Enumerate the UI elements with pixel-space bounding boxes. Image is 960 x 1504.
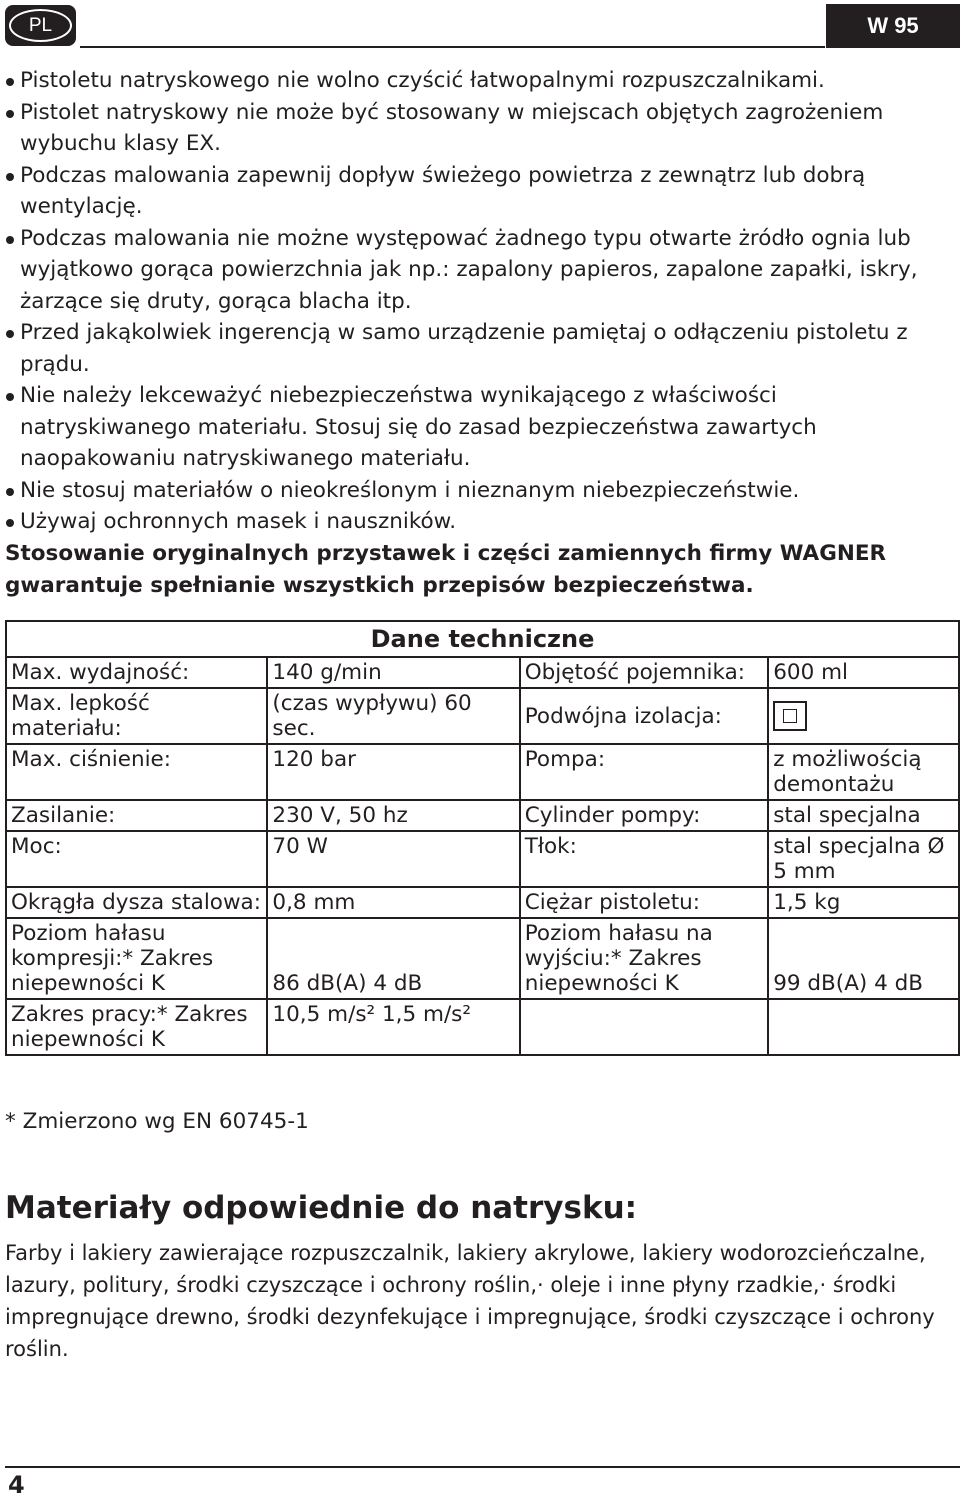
measurement-footnote: * Zmierzono wg EN 60745-1 [5, 1109, 309, 1134]
technical-data-table [5, 620, 960, 1056]
safety-bullet: Używaj ochronnych masek i nauszników. [4, 506, 944, 538]
double-insulation-cell [768, 688, 959, 744]
table-row [6, 918, 959, 999]
spec-value: 1,5 kg [768, 887, 959, 918]
footer-rule [5, 1466, 960, 1468]
language-code: PL [28, 15, 53, 36]
spec-value: 10,5 m/s² 1,5 m/s² [267, 999, 519, 1055]
spec-label: Poziom hałasu kompresji:* Zakres niepewności K [6, 918, 267, 999]
table-title-row [6, 621, 959, 657]
spec-value: (czas wypływu) 60 sec. [267, 688, 519, 744]
materials-heading: Materiały odpowiednie do natrysku: [5, 1190, 638, 1226]
spec-label: Tłok: [520, 831, 768, 887]
table-row [6, 657, 959, 688]
spec-value: 600 ml [768, 657, 959, 688]
safety-bullet: Podczas malowania nie możne występować żadnego typu otwarte żródło ognia lub wyjątkowo gorąca powierzchnia jak np.: zapalony papieros, zapalone zapałki, iskry, żarzące się druty, gorąca blacha itp. [4, 223, 944, 318]
spec-label: Zasilanie: [6, 800, 267, 831]
spec-label: Max. ciśnienie: [6, 744, 267, 800]
table-title: Dane techniczne [6, 621, 959, 657]
spec-label: Objętość pojemnika: [520, 657, 768, 688]
materials-paragraph: Farby i lakiery zawierające rozpuszczalnik, lakiery akrylowe, lakiery wodorozcieńczalne, lazury, politury, środki czyszczące i ochrony roślin,· oleje i inne płyny rzadkie,· środki impregnujące drewno, środki dezynfekujące i impregnujące, środki czyszczące i ochrony roślin. [5, 1241, 935, 1361]
page-number: 4 [8, 1471, 25, 1499]
wagner-parts-note: Stosowanie oryginalnych przystawek i części zamiennych firmy WAGNER gwarantuje spełnianie wszystkich przepisów bezpieczeństwa. [5, 541, 887, 598]
model-badge: W 95 [826, 4, 960, 48]
header-rule [80, 46, 825, 48]
table-row [6, 800, 959, 831]
spec-label [520, 999, 768, 1055]
spec-value: 99 dB(A) 4 dB [768, 918, 959, 999]
spec-value: 86 dB(A) 4 dB [267, 918, 519, 999]
table-row [6, 688, 959, 744]
table-row [6, 744, 959, 800]
spec-value [768, 999, 959, 1055]
language-badge [5, 5, 76, 46]
spec-value: 140 g/min [267, 657, 519, 688]
spec-label: Max. lepkość materiału: [6, 688, 267, 744]
safety-bullet: Podczas malowania zapewnij dopływ świeżego powietrza z zewnątrz lub dobrą wentylację. [4, 160, 944, 223]
spec-value: 70 W [267, 831, 519, 887]
spec-label: Pompa: [520, 744, 768, 800]
spec-value: 230 V, 50 hz [267, 800, 519, 831]
table-row [6, 831, 959, 887]
spec-value: 0,8 mm [267, 887, 519, 918]
spec-label: Zakres pracy:* Zakres niepewności K [6, 999, 267, 1055]
table-row [6, 887, 959, 918]
spec-label: Poziom hałasu na wyjściu:* Zakres niepewności K [520, 918, 768, 999]
safety-bullet-list [4, 65, 944, 538]
double-insulation-icon [773, 701, 807, 731]
spec-label: Moc: [6, 831, 267, 887]
spec-label: Ciężar pistoletu: [520, 887, 768, 918]
safety-bullet: Przed jakąkolwiek ingerencją w samo urządzenie pamiętaj o odłączeniu pistoletu z prądu. [4, 317, 944, 380]
spec-value: stal specjalna [768, 800, 959, 831]
spec-label: Max. wydajność: [6, 657, 267, 688]
spec-value: z możliwością demontażu [768, 744, 959, 800]
spec-label: Okrągła dysza stalowa: [6, 887, 267, 918]
safety-bullet: Pistoletu natryskowego nie wolno czyścić łatwopalnymi rozpuszczalnikami. [4, 65, 944, 97]
spec-label: Cylinder pompy: [520, 800, 768, 831]
page-header [0, 0, 960, 52]
spec-value: stal specjalna Ø 5 mm [768, 831, 959, 887]
safety-bullet: Nie należy lekceważyć niebezpieczeństwa wynikającego z właściwości natryskiwanego materiału. Stosuj się do zasad bezpieczeństwa zawartych naopakowaniu natryskiwanego materiału. [4, 380, 944, 475]
safety-bullet: Pistolet natryskowy nie może być stosowany w miejscach objętych zagrożeniem wybuchu klasy EX. [4, 97, 944, 160]
table-row [6, 999, 959, 1055]
safety-bullet: Nie stosuj materiałów o nieokreślonym i nieznanym niebezpieczeństwie. [4, 475, 944, 507]
spec-value: 120 bar [267, 744, 519, 800]
spec-label: Podwójna izolacja: [520, 688, 768, 744]
